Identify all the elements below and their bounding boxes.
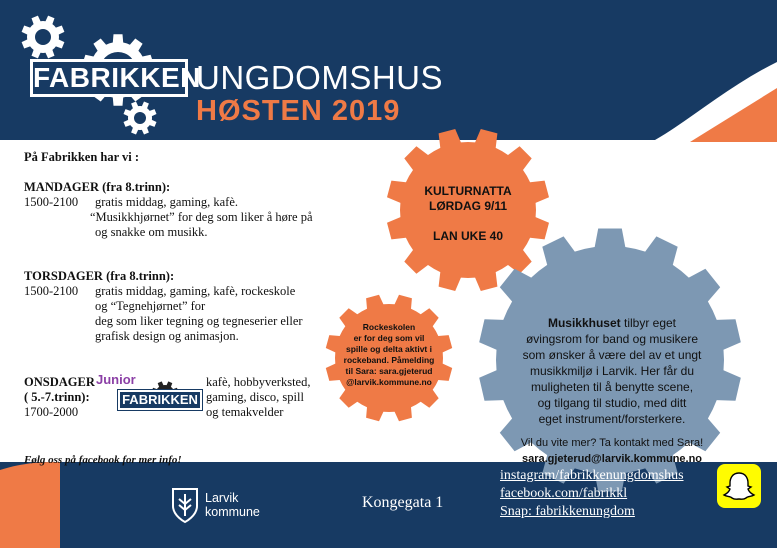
rockeskole-line: Rockeskolen <box>362 322 416 332</box>
mondays-time: 1500-2100 <box>24 195 79 209</box>
snapchat-icon[interactable] <box>717 464 761 508</box>
municipality-name <box>205 491 260 519</box>
facebook-note: Følg oss på facebook for mer info! <box>24 454 182 466</box>
gear-hole <box>134 112 146 124</box>
rockeskole-line: er for deg som vil <box>353 333 425 343</box>
instagram-link[interactable]: instagram/fabrikkenungdomshus <box>500 468 684 483</box>
wednesdays-time: 1700-2000 <box>24 405 79 419</box>
rockeskole-line: rockeband. Påmelding <box>343 355 435 365</box>
musikkhuset-line: eget instrument/forsterkere. <box>538 412 686 426</box>
musikkhuset-title: Musikkhuset <box>547 316 621 330</box>
thursdays-heading: TORSDAGER (fra 8.trinn): <box>24 269 175 283</box>
junior-fabrikken-logo: FABRIKKEN <box>118 390 202 410</box>
thursdays-line: og “Tegnehjørnet” for <box>95 299 206 313</box>
season-title: HØSTEN 2019 <box>196 95 401 127</box>
musikkhuset-line: tilbyr eget <box>620 316 677 330</box>
municipality-line: Larvik <box>205 491 239 505</box>
junior-logo-text: Junior <box>96 372 136 387</box>
rockeskole-line: spille og delta aktivt i <box>346 344 432 354</box>
intro-text: På Fabrikken har vi : <box>24 150 140 164</box>
address: Kongegata 1 <box>362 494 444 511</box>
musikkhuset-text <box>500 315 724 467</box>
gear-hole <box>35 29 51 45</box>
rockeskole-line: @larvik.kommune.no <box>346 377 432 387</box>
mondays-heading: MANDAGER (fra 8.trinn): <box>24 180 171 194</box>
mondays-line: gratis middag, gaming, kafè. <box>95 195 239 209</box>
musikkhuset-line: som ønsker å være del av et ungt <box>522 348 702 362</box>
musikkhuset-line: og tilgang til studio, med ditt <box>537 396 687 410</box>
musikkhuset-line: muligheten til å benytte scene, <box>530 380 694 394</box>
lan-text: LAN UKE 40 <box>432 229 503 243</box>
wednesdays-grades: ( 5.-7.trinn): <box>24 390 90 404</box>
contact-line: Vil du vite mer? Ta kontakt med Sara! <box>520 437 704 449</box>
wednesdays-line: og temakvelder <box>206 405 284 419</box>
thursdays-line: gratis middag, gaming, kafè, rockeskole <box>95 284 296 298</box>
page-title: UNGDOMSHUS <box>196 59 444 96</box>
larvik-shield-icon <box>170 486 200 524</box>
kulturnatta-text <box>398 184 538 244</box>
musikkhuset-line: musikkmiljø i Larvik. Her får du <box>529 364 695 378</box>
musikkhuset-line: øvingsrom for band og musikere <box>525 332 699 346</box>
snap-link[interactable]: Snap: fabrikkenungdom <box>500 504 635 519</box>
kulturnatta-date: LØRDAG 9/11 <box>428 199 508 213</box>
thursdays-line: grafisk design og animasjon. <box>95 329 239 343</box>
wednesdays-heading: ONSDAGER <box>24 375 95 389</box>
fabrikken-logo: FABRIKKEN <box>30 59 188 97</box>
facebook-link[interactable]: facebook.com/fabrikkl <box>500 486 628 501</box>
thursdays-time: 1500-2100 <box>24 284 79 298</box>
contact-email[interactable]: sara.gjeterud@larvik.kommune.no <box>521 453 703 465</box>
thursdays-line: deg som liker tegning og tegneserier eller <box>95 314 303 328</box>
rockeskole-line: til Sara: sara.gjeterud <box>345 366 433 376</box>
mondays-line: og snakke om musikk. <box>95 225 208 239</box>
rockeskole-text <box>333 322 445 388</box>
wednesdays-line: kafè, hobbyverksted, <box>206 375 311 389</box>
wednesdays-line: gaming, disco, spill <box>206 390 304 404</box>
kulturnatta-line: KULTURNATTA <box>424 184 512 198</box>
mondays-line: “Musikkhjørnet” for deg som liker å høre på <box>90 210 313 224</box>
footer <box>0 462 777 548</box>
municipality-line: kommune <box>205 505 260 519</box>
